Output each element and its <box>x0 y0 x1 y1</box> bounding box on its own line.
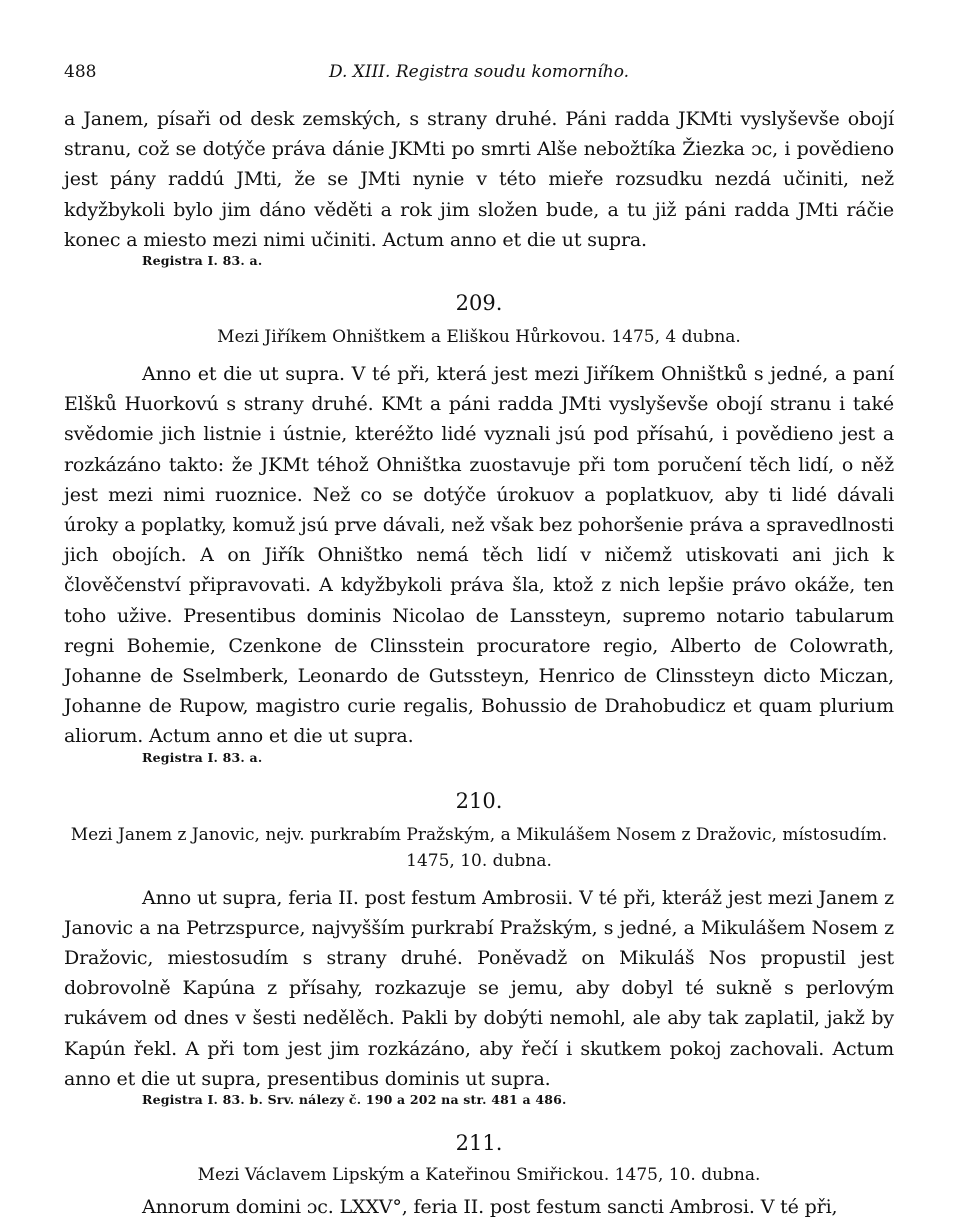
entry-210-source-note: Registra I. 83. b. Srv. nálezy č. 190 a 202 na str. 481 a 486. <box>142 1092 567 1108</box>
entry-209-number: 209. <box>455 291 503 316</box>
page-number: 488 <box>64 62 97 82</box>
entry-209-text: Anno et die ut supra. V té při, která jest mezi Jiříkem Ohništků s jedné, a paní Elšků Huorkovú s strany druhé. KMt a páni radda JMti vyslyševše obojí stranu i také svědomie jich listnie i ústnie, kteréžto lidé vyznali jsú pod přísahú, i povědieno jest a rozkázáno takto: že JKMt téhož Ohništka zuostavuje při tom poručení těch lidí, o něž jest mezi nimi ruoznice. Než co se dotýče úrokuov a poplatkuov, aby ti lidé dávali úroky a poplatky, komuž jsú prve dávali, než však bez pohoršenie práva a spravedlnosti jich obojích. A on Jiřík Ohništko nemá těch lidí v ničemž utiskovati ani jich k člověčenství připravovati. A kdyžbykoli práva šla, ktož z nich lepšie právo okáže, ten toho užive. Presentibus dominis Nicolao de Lanssteyn, supremo notario tabularum regni Bohemie, Czenkone de Clinsstein procuratore regio, Alberto de Colowrath, Johanne de Sselmberk, Leonardo de Gutssteyn, Henrico de Clinssteyn dicto Miczan, Johanne de Rupow, magistro curie regalis, Bohussio de Drahobudicz et quam plurium aliorum. Actum anno et die ut supra. <box>64 363 894 748</box>
entry-210-text: Anno ut supra, feria II. post festum Ambrosii. V té při, kteráž jest mezi Janem z Janovic a na Petrzspurce, najvyšším purkrabí Pražským, s jedné, a Mikulášem Nosem z Dražovic, miestosudím s strany druhé. Poněvadž on Mikuláš Nos propustil jest dobrovolně Kapúna z přísahy, rozkazuje se jemu, aby dobyl té sukně s perlovým rukávem od dnes v šesti nedělěch. Pakli by dobýti nemohl, ale aby tak zaplatil, jakž by Kapún řekl. A při tom jest jim rozkázáno, aby řečí i skutkem pokoj zachovali. Actum anno et die ut supra, presentibus dominis ut supra. <box>64 886 894 1090</box>
entry-209-heading: Mezi Jiříkem Ohništkem a Eliškou Hůrkovou. 1475, 4 dubna. <box>217 327 741 348</box>
running-title: D. XIII. Registra soudu komorního. <box>328 62 630 82</box>
entry-210-heading-line1: Mezi Janem z Janovic, nejv. purkrabím Pražským, a Mikulášem Nosem z Dražovic, místosudím. <box>70 824 888 845</box>
entry-211-text: Annorum domini ɔc. LXXV°, feria II. post festum sancti Ambrosi. V té při, <box>142 1196 838 1219</box>
entry-211-number: 211. <box>455 1131 503 1156</box>
entry-209-source-note: Registra I. 83. a. <box>142 749 263 765</box>
intro-source-note: Registra I. 83. a. <box>142 253 263 269</box>
page-header <box>64 62 894 86</box>
entry-210-number: 210. <box>455 788 503 813</box>
intro-paragraph: a Janem, písaři od desk zemských, s strany druhé. Páni radda JKMti vyslyševše obojí stranu, což se dotýče práva dánie JKMti po smrti Alše nebožtíka Žiezka ɔc, i povědieno jest pány raddú JMti, že se JMti nynie v této mieře rozsudku nezdá učiniti, než kdyžbykoli bylo jim dáno věděti a rok jim složen bude, a tu již páni radda JMti ráčie konec a miesto mezi nimi učiniti. Actum anno et die ut supra. <box>64 108 894 251</box>
entry-211-heading: Mezi Václavem Lipským a Kateřinou Smiřickou. 1475, 10. dubna. <box>197 1165 761 1186</box>
entry-210-heading-line2: 1475, 10. dubna. <box>406 850 552 871</box>
